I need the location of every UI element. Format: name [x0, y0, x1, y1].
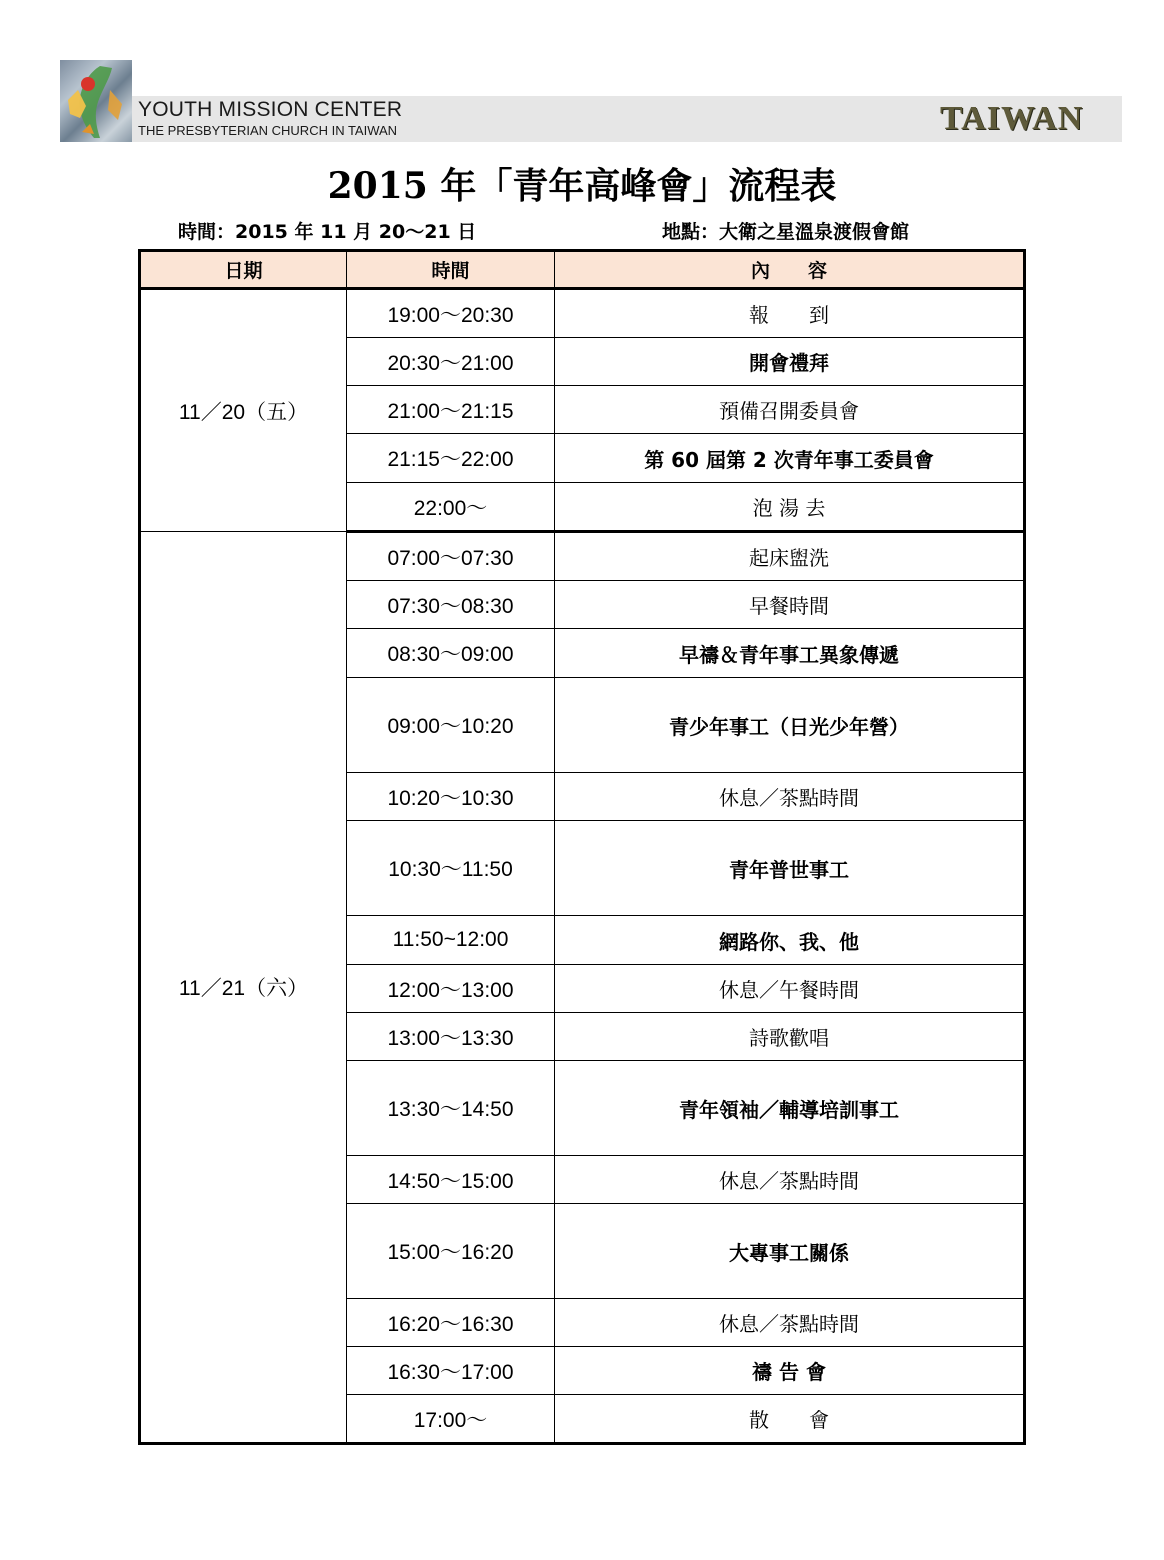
taiwan-logo-text: TAIWAN [940, 100, 1084, 137]
content-cell: 網路你、我、他 [555, 916, 1025, 965]
content-cell: 詩歌歡唱 [555, 1013, 1025, 1061]
content-cell: 青少年事工（日光少年營） [555, 678, 1025, 773]
content-cell: 開會禮拜 [555, 338, 1025, 386]
document-title: 2015 年「青年高峰會」流程表 [327, 165, 837, 207]
taiwan-logo [940, 100, 1083, 138]
content-cell: 散 會 [555, 1395, 1025, 1444]
content-cell: 休息／茶點時間 [555, 773, 1025, 821]
time-cell: 10:30～11:50 [347, 821, 555, 916]
org-name: YOUTH MISSION CENTER [138, 98, 403, 121]
content-cell: 報 到 [555, 289, 1025, 338]
content-cell: 青年領袖／輔導培訓事工 [555, 1061, 1025, 1156]
content-cell: 第 60 屆第 2 次青年事工委員會 [555, 434, 1025, 483]
time-cell: 13:00～13:30 [347, 1013, 555, 1061]
content-cell: 休息／午餐時間 [555, 965, 1025, 1013]
time-cell: 17:00～ [347, 1395, 555, 1444]
taiwan-map-icon [60, 60, 132, 142]
time-cell: 10:20～10:30 [347, 773, 555, 821]
header-time: 時間 [347, 251, 555, 289]
time-cell: 11:50~12:00 [347, 916, 555, 965]
time-cell: 07:30～08:30 [347, 581, 555, 629]
time-cell: 13:30～14:50 [347, 1061, 555, 1156]
time-cell: 19:00～20:30 [347, 289, 555, 338]
content-cell: 休息／茶點時間 [555, 1156, 1025, 1204]
content-cell: 大專事工關係 [555, 1204, 1025, 1299]
time-cell: 21:15～22:00 [347, 434, 555, 483]
content-cell: 青年普世事工 [555, 821, 1025, 916]
time-cell: 16:30～17:00 [347, 1347, 555, 1395]
table-row [140, 532, 1025, 581]
content-cell: 預備召開委員會 [555, 386, 1025, 434]
schedule-table [138, 249, 1026, 1445]
event-time: 時間：2015 年 11 月 20～21 日 [178, 221, 477, 243]
date-cell: 11／20（五） [140, 289, 347, 532]
content-cell: 泡 湯 去 [555, 483, 1025, 532]
date-cell: 11／21（六） [140, 532, 347, 1444]
content-cell: 禱 告 會 [555, 1347, 1025, 1395]
time-cell: 15:00～16:20 [347, 1204, 555, 1299]
table-row [140, 289, 1025, 338]
time-cell: 09:00～10:20 [347, 678, 555, 773]
content-cell: 早餐時間 [555, 581, 1025, 629]
header-content: 內 容 [555, 251, 1025, 289]
time-cell: 07:00～07:30 [347, 532, 555, 581]
time-cell: 20:30～21:00 [347, 338, 555, 386]
time-cell: 12:00～13:00 [347, 965, 555, 1013]
time-cell: 21:00～21:15 [347, 386, 555, 434]
event-place: 地點：大衛之星溫泉渡假會館 [662, 221, 910, 243]
table-header-row [140, 251, 1025, 289]
content-cell: 休息／茶點時間 [555, 1299, 1025, 1347]
content-cell: 早禱＆青年事工異象傳遞 [555, 629, 1025, 678]
time-cell: 16:20～16:30 [347, 1299, 555, 1347]
time-cell: 14:50～15:00 [347, 1156, 555, 1204]
time-cell: 08:30～09:00 [347, 629, 555, 678]
content-cell: 起床盥洗 [555, 532, 1025, 581]
org-subtitle: THE PRESBYTERIAN CHURCH IN TAIWAN [138, 123, 398, 138]
time-cell: 22:00～ [347, 483, 555, 532]
youth-mission-logo [60, 60, 132, 142]
header-date: 日期 [140, 251, 347, 289]
